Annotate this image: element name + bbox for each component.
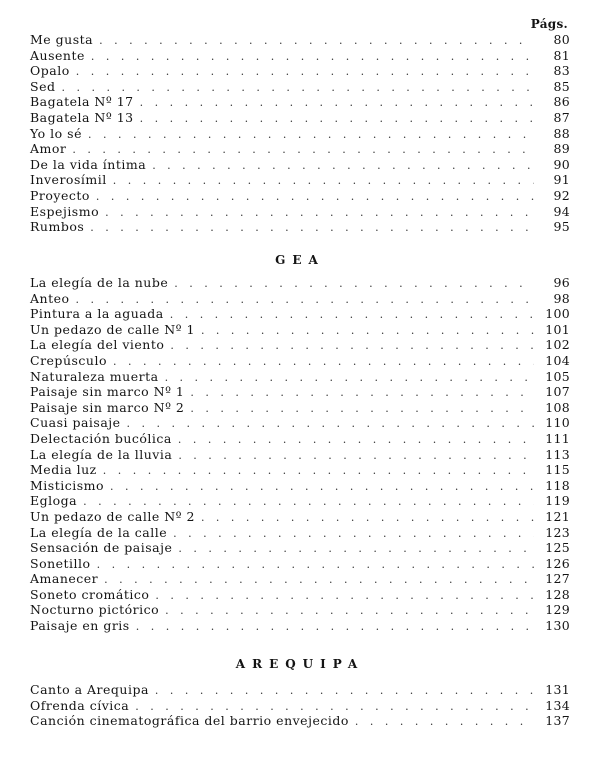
toc-entry: [30, 713, 570, 729]
dot-leader: [178, 432, 534, 448]
toc-entry-page-number: 86: [553, 94, 570, 110]
dot-leader: [165, 370, 534, 386]
toc-entry-title: De la vida íntima: [30, 156, 147, 172]
toc-entry-page-number: 101: [545, 321, 570, 337]
toc-entry-page-number: 131: [545, 682, 570, 697]
toc-entry: [30, 587, 570, 603]
toc-entry: [30, 79, 570, 95]
dot-leader: [355, 714, 534, 730]
dot-leader: [113, 173, 534, 189]
dot-leader: [104, 572, 534, 588]
dot-leader: [113, 354, 534, 370]
toc-entry-page-number: 127: [545, 571, 570, 587]
dot-leader: [88, 127, 534, 143]
toc-entry-title: Misticismo: [30, 477, 105, 493]
toc-entry: [30, 602, 570, 618]
toc-entry-title: Yo lo sé: [30, 125, 82, 141]
toc-entry: [30, 682, 570, 698]
section-heading-arequipa: AREQUIPA: [235, 657, 365, 671]
toc-entry-title: Egloga: [30, 493, 78, 509]
toc-entry-page-number: 102: [545, 337, 570, 353]
toc-entry-title: Inverosímil: [30, 172, 107, 188]
dot-leader: [140, 111, 534, 127]
toc-entry-page-number: 115: [545, 462, 570, 478]
toc-entry-page-number: 137: [545, 713, 570, 729]
dot-leader: [103, 463, 534, 479]
toc-entry-page-number: 90: [553, 156, 570, 172]
toc-entry-title: Soneto cromático: [30, 586, 150, 602]
toc-entry-title: Rumbos: [30, 219, 85, 235]
toc-entry-page-number: 81: [553, 47, 570, 63]
toc-section-arequipa: [30, 682, 570, 729]
toc-entry-title: Pintura a la aguada: [30, 306, 164, 322]
toc-entry-title: Paisaje sin marco Nº 1: [30, 384, 185, 400]
dot-leader: [140, 95, 534, 111]
toc-entry: [30, 126, 570, 142]
toc-entry-page-number: 111: [545, 430, 570, 446]
toc-entry-page-number: 94: [553, 203, 570, 219]
dot-leader: [90, 220, 534, 236]
toc-entry: [30, 369, 570, 385]
toc-entry: [30, 462, 570, 478]
dot-leader: [72, 142, 534, 158]
section-heading-gea: GEA: [275, 253, 325, 267]
toc-entry-page-number: 88: [553, 125, 570, 141]
dot-leader: [99, 33, 534, 49]
toc-entry-page-number: 80: [553, 32, 570, 47]
dot-leader: [110, 479, 534, 495]
toc-entry-title: Amanecer: [30, 571, 99, 587]
toc-entry-title: Ofrenda cívica: [30, 697, 130, 713]
toc-entry-title: Amor: [30, 141, 67, 157]
toc-entry-page-number: 85: [553, 78, 570, 94]
toc-entry-title: Anteo: [30, 290, 70, 306]
dot-leader: [201, 323, 534, 339]
toc-entry: [30, 571, 570, 587]
toc-entry: [30, 157, 570, 173]
dot-leader: [127, 416, 534, 432]
toc-entry-title: La elegía de la nube: [30, 275, 169, 290]
toc-entry: [30, 275, 570, 291]
dot-leader: [76, 64, 534, 80]
dot-leader: [170, 307, 534, 323]
toc-entry: [30, 509, 570, 525]
dot-leader: [190, 385, 534, 401]
dot-leader: [178, 448, 534, 464]
toc-entry-page-number: 96: [553, 275, 570, 290]
toc-section-1: [30, 32, 570, 235]
dot-leader: [136, 619, 534, 635]
dot-leader: [170, 338, 534, 354]
toc-entry-title: La elegía de la calle: [30, 524, 168, 540]
toc-entry: [30, 540, 570, 556]
dot-leader: [178, 541, 534, 557]
toc-entry-title: Bagatela Nº 13: [30, 109, 134, 125]
toc-entry-title: Crepúsculo: [30, 352, 107, 368]
toc-entry-page-number: 130: [545, 618, 570, 634]
toc-entry-title: Opalo: [30, 63, 70, 79]
dot-leader: [135, 699, 534, 715]
toc-entry: [30, 618, 570, 634]
toc-entry-page-number: 104: [545, 352, 570, 368]
toc-entry: [30, 384, 570, 400]
toc-entry-page-number: 105: [545, 368, 570, 384]
toc-entry-title: Un pedazo de calle Nº 2: [30, 508, 195, 524]
toc-entry-title: Ausente: [30, 47, 85, 63]
toc-entry: [30, 556, 570, 572]
toc-entry: [30, 219, 570, 235]
toc-entry: [30, 188, 570, 204]
toc-entry-title: La elegía del viento: [30, 337, 165, 353]
toc-entry: [30, 63, 570, 79]
toc-entry-title: Media luz: [30, 462, 97, 478]
toc-entry-page-number: 107: [545, 384, 570, 400]
dot-leader: [173, 526, 534, 542]
dot-leader: [76, 292, 534, 308]
toc-entry-title: Delectación bucólica: [30, 430, 172, 446]
dot-leader: [96, 189, 534, 205]
toc-entry-page-number: 110: [545, 415, 570, 431]
toc-entry-title: Cuasi paisaje: [30, 415, 121, 431]
toc-entry-page-number: 98: [553, 290, 570, 306]
toc-entry-page-number: 118: [545, 477, 570, 493]
toc-entry: [30, 493, 570, 509]
toc-entry: [30, 478, 570, 494]
toc-entry: [30, 322, 570, 338]
toc-entry: [30, 110, 570, 126]
dot-leader: [155, 683, 534, 699]
toc-entry-title: Naturaleza muerta: [30, 368, 159, 384]
dot-leader: [165, 603, 534, 619]
toc-entry-page-number: 91: [553, 172, 570, 188]
toc-entry-title: Paisaje sin marco Nº 2: [30, 399, 185, 415]
toc-entry-page-number: 113: [545, 446, 570, 462]
toc-entry: [30, 48, 570, 64]
toc-entry-title: Espejismo: [30, 203, 100, 219]
dot-leader: [105, 205, 534, 221]
toc-entry-title: Un pedazo de calle Nº 1: [30, 321, 195, 337]
toc-entry: [30, 525, 570, 541]
toc-entry-page-number: 108: [545, 399, 570, 415]
toc-entry-page-number: 119: [545, 493, 570, 509]
toc-entry-title: La elegía de la lluvia: [30, 446, 173, 462]
toc-entry: [30, 291, 570, 307]
toc-entry-page-number: 134: [545, 697, 570, 713]
toc-entry-title: Canto a Arequipa: [30, 682, 149, 697]
dot-leader: [83, 494, 534, 510]
toc-entry-title: Bagatela Nº 17: [30, 94, 134, 110]
toc-entry-page-number: 129: [545, 602, 570, 618]
toc-entry: [30, 415, 570, 431]
toc-entry-title: Paisaje en gris: [30, 618, 130, 634]
toc-entry-page-number: 123: [545, 524, 570, 540]
toc-entry-title: Me gusta: [30, 32, 94, 47]
dot-leader: [97, 557, 534, 573]
toc-entry: [30, 306, 570, 322]
dot-leader: [61, 80, 534, 96]
toc-entry: [30, 431, 570, 447]
toc-entry: [30, 400, 570, 416]
toc-entry-title: Sensación de paisaje: [30, 540, 173, 556]
toc-entry-page-number: 128: [545, 586, 570, 602]
toc-entry-title: Proyecto: [30, 187, 90, 203]
toc-entry: [30, 447, 570, 463]
toc-entry: [30, 337, 570, 353]
toc-entry: [30, 32, 570, 48]
toc-entry-page-number: 125: [545, 540, 570, 556]
toc-entry: [30, 141, 570, 157]
toc-entry-page-number: 92: [553, 187, 570, 203]
toc-entry-page-number: 95: [553, 219, 570, 235]
toc-entry: [30, 698, 570, 714]
toc-entry-page-number: 100: [545, 306, 570, 322]
toc-entry: [30, 353, 570, 369]
toc-entry-page-number: 121: [545, 508, 570, 524]
toc-entry-title: Nocturno pictórico: [30, 602, 160, 618]
toc-entry: [30, 204, 570, 220]
toc-entry-title: Sonetillo: [30, 555, 91, 571]
toc-entry: [30, 94, 570, 110]
dot-leader: [155, 588, 534, 604]
dot-leader: [91, 49, 534, 65]
pages-column-label: Págs.: [530, 17, 568, 31]
toc-entry-title: Sed: [30, 78, 56, 94]
dot-leader: [190, 401, 534, 417]
toc-entry-page-number: 83: [553, 63, 570, 79]
toc-entry-page-number: 126: [545, 555, 570, 571]
toc-entry-page-number: 89: [553, 141, 570, 157]
dot-leader: [174, 276, 534, 292]
toc-entry-title: Canción cinematográfica del barrio envejecido: [30, 713, 349, 729]
toc-entry: [30, 172, 570, 188]
toc-section-gea: [30, 275, 570, 634]
toc-entry-page-number: 87: [553, 109, 570, 125]
dot-leader: [201, 510, 534, 526]
dot-leader: [152, 158, 534, 174]
